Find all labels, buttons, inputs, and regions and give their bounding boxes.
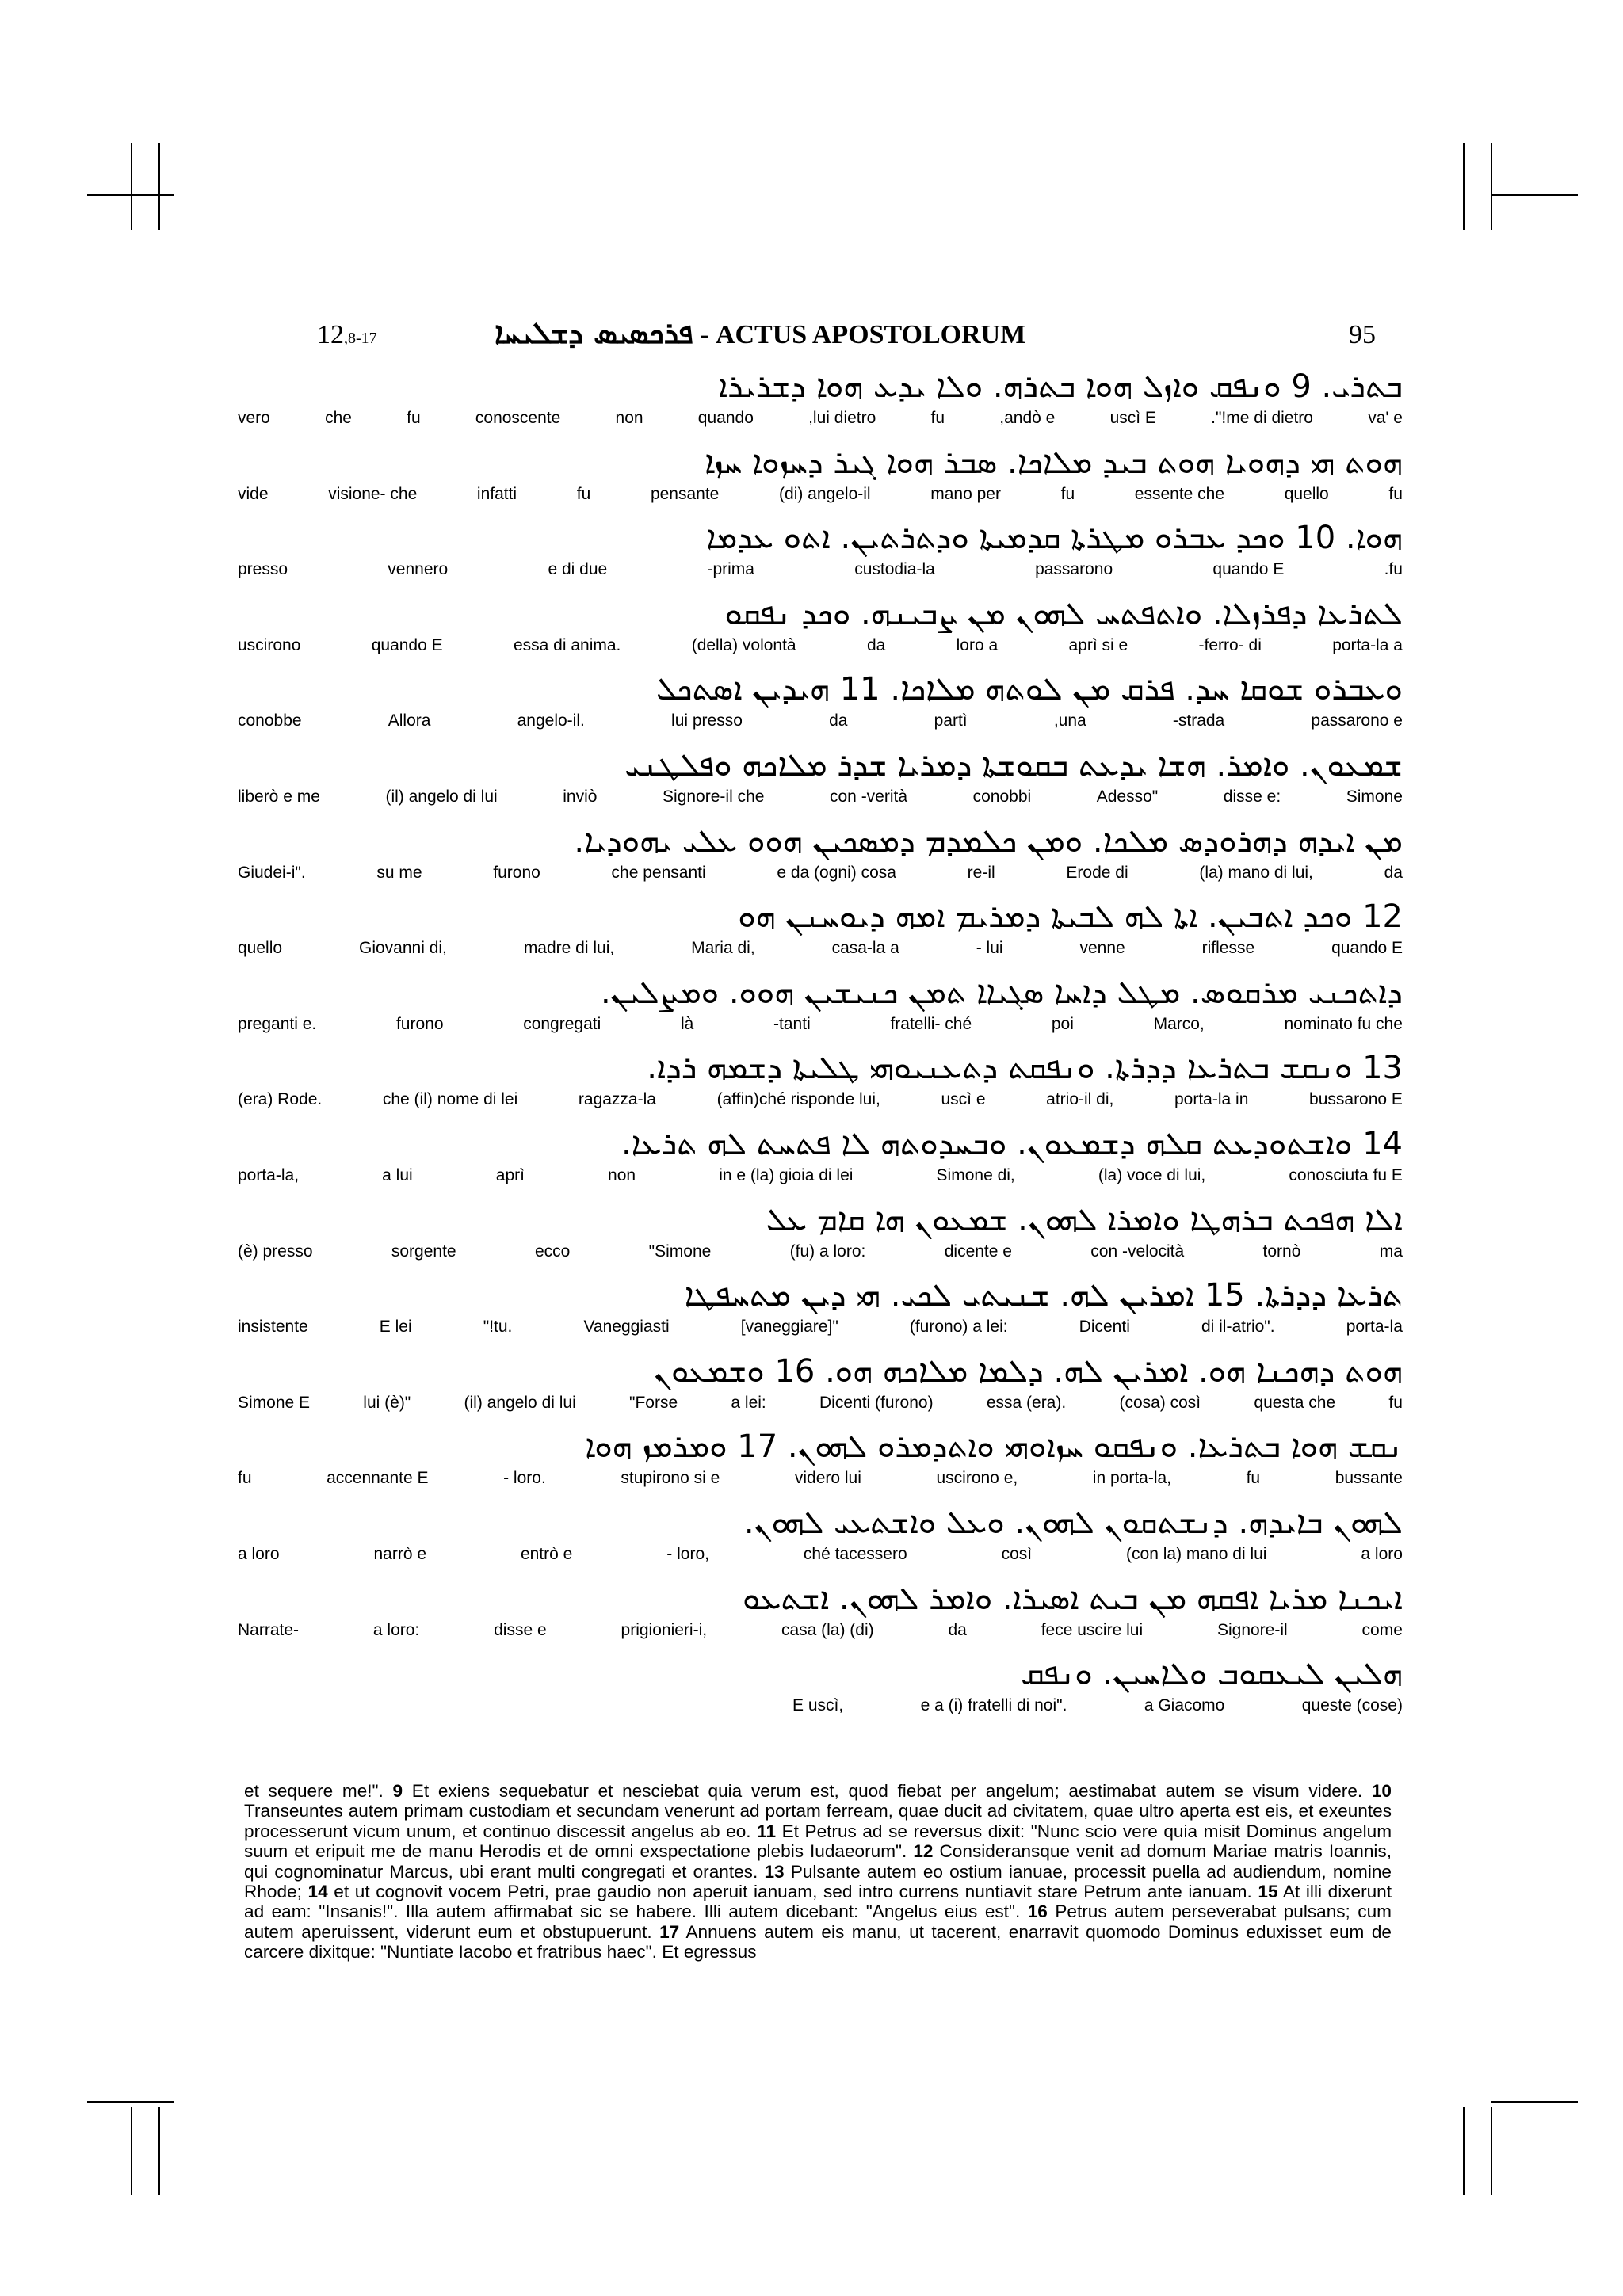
verse-number: 10 [1371,1781,1392,1801]
gloss-word: furono [493,863,540,882]
interlinear-line [238,1501,1403,1577]
gloss-word: Simone [1346,787,1403,806]
gloss-word: E lei [379,1318,412,1337]
gloss-word: che (il) nome di lei [382,1090,518,1109]
verse-range: ,8-17 [344,330,377,347]
gloss-word: passarono [1035,560,1113,579]
gloss-word: (fu) a loro: [789,1241,866,1261]
italian-gloss-row [792,1696,1403,1715]
gloss-word: congregati [523,1014,601,1033]
gloss-word: venne [1079,939,1125,958]
gloss-word: Signore-il che [663,787,765,806]
gloss-word: loro a [956,635,999,654]
gloss-word: custodia-la [854,560,935,579]
verse-number: 15 [1258,1882,1278,1902]
gloss-word: fu [1060,484,1075,503]
gloss-word: lui presso [671,711,743,730]
syriac-text: 12 ܘܟܕ ܐܬܒܝܢ. ܐܬܐ ܠܗ ܠܒܝܬܐ ܕܡܪܝܡ ܐܡܗ ܕܝܘܚܢܢ ܗܘ [738,898,1403,936]
italian-gloss-row [238,1090,1403,1109]
gloss-word: Simone di, [936,1165,1015,1184]
interlinear-line [238,592,1403,668]
gloss-word: ."!me di dietro [1211,409,1313,427]
crop-mark-bottom-right-v1 [1463,2107,1465,2195]
verse-number: 17 [659,1921,680,1942]
gloss-word: dicente e [944,1241,1012,1261]
gloss-word: Maria di, [691,939,755,958]
latin-run: et ut cognovit vocem Petri, prae gaudio non aperuit ianuam, sed intro currens nuntiavit stare Petrum ante ianuam. [327,1882,1258,1902]
crop-mark-top-right-h [1491,194,1578,196]
gloss-word: atrio-il di, [1046,1090,1114,1109]
gloss-word: - loro. [503,1469,546,1488]
gloss-word: .fu [1384,560,1403,579]
syriac-text: ܗܘܐ. 10 ܘܟܕ ܥܒܪܘ ܡܛܪܬܐ ܩܕܡܝܬܐ ܘܕܬܪܬܝܢ. ܐܬܘ ܥܕܡܐ [706,520,1403,557]
crop-mark-top-left-v1 [131,143,132,230]
gloss-word: -ferro- di [1198,635,1262,654]
gloss-word: quando E [1212,560,1285,579]
gloss-word: quello [1284,484,1329,503]
gloss-word: uscirono [238,635,301,654]
crop-mark-bottom-right-h [1491,2101,1578,2103]
gloss-word: ,una [1053,711,1086,730]
gloss-word: ,andò e [999,409,1056,427]
gloss-word: (è) presso [238,1241,313,1261]
crop-mark-bottom-right-v2 [1491,2107,1492,2195]
syriac-text: ܫܡܥܘܢ. ܘܐܡܪ. ܗܫܐ ܝܕܥܬ ܒܩܘܫܬܐ ܕܡܪܝܐ ܫܕܪ ܡܠܐܟܗ ܘܦܠܛܢܝ [624,746,1403,784]
gloss-word: - lui [976,939,1003,958]
gloss-word: preganti e. [238,1014,317,1033]
running-title-syriac: ܦܪܟܣܝܣ ܕܫܠܝܚܐ [495,315,693,350]
latin-run: Petrus autem perseverabat pulsans; cum autem aperuissent, viderunt eum et obstupuerunt. [244,1901,1392,1942]
gloss-word: Giudei-i". [238,863,306,882]
gloss-word: vide [238,484,269,503]
latin-run: Transeuntes autem primam custodiam et secundam venerunt ad portam ferream, quae ducit ad civitatem, quae ultro aperta est eis, et exeuntes processerunt vicum unum, et continuo discessit angelus ab eo. [244,1801,1392,1841]
verse-number: 9 [392,1781,403,1801]
gloss-word: ma [1379,1241,1403,1261]
interlinear-line [238,971,1403,1047]
gloss-word: -prima [707,560,754,579]
chapter-number: 12 [317,320,344,349]
crop-mark-top-right-v1 [1463,143,1465,230]
italian-gloss-row [238,409,1403,428]
interlinear-line [238,743,1403,819]
latin-run: At illi dixerunt ad eam: "Insanis!". Illa autem affirmabat sic se habere. Illi autem dicebant: "Angelus eius est". [244,1882,1392,1922]
italian-gloss-row [238,560,1403,579]
gloss-word: uscì E [1109,409,1156,427]
gloss-word: con -velocità [1090,1241,1185,1261]
gloss-word: visione- che [328,484,418,503]
gloss-word: mano per [930,484,1001,503]
gloss-word: (affin)ché risponde lui, [716,1090,880,1109]
interlinear-line [238,894,1403,971]
gloss-word: (con la) mano di lui [1126,1544,1267,1563]
gloss-word: stupirono si e [621,1469,720,1488]
latin-run: Consideransque venit ad domum Mariae matris Ioannis, qui cognominatur Marcus, ubi erant multi congregati et orantes. [244,1841,1392,1882]
crop-mark-bottom-left-v2 [158,2107,160,2195]
gloss-word: vennero [388,560,449,579]
gloss-word: (il) angelo di lui [385,787,498,806]
gloss-word: porta-la [1346,1318,1403,1337]
syriac-text: ܘܥܒܪܘ ܫܘܩܐ ܚܕ. ܦܪܩ ܡܢ ܠܘܬܗ ܡܠܐܟܐ. 11 ܗܝܕܝܢ ܐܣܬܟܠ [655,671,1403,708]
gloss-word: a lui [382,1165,413,1184]
verse-number: 14 [307,1882,328,1902]
gloss-word: sorgente [391,1241,456,1261]
gloss-word: fu [1388,484,1403,503]
gloss-word: fu [930,409,945,427]
interlinear-line [238,516,1403,592]
interlinear-line [238,1273,1403,1349]
gloss-word: presso [238,560,288,579]
gloss-word: madre di lui, [523,939,615,958]
syriac-text: ܕܐܬܟܢܝ ܡܪܩܘܣ. ܡܛܠ ܕܐܚܐ ܣܓܝܐܐ ܬܡܢ ܟܢܝܫܝܢ ܗܘܘ. ܘܡܨܠܝܢ. [600,974,1403,1011]
gloss-word: Signore-il [1216,1620,1288,1639]
crop-mark-bottom-left-v1 [131,2107,132,2195]
gloss-word: con -verità [830,787,908,806]
verse-number: 16 [1027,1901,1048,1922]
gloss-word: da [948,1620,967,1639]
syriac-text: ܐܝܟܢܐ ܡܪܝܐ ܐܦܩܗ ܡܢ ܒܝܬ ܐܣܝܪܐ. ܘܐܡܪ ܠܗܘܢ. ܐܫܬܥܘ [743,1580,1403,1617]
gloss-word: essente che [1134,484,1225,503]
gloss-word: queste (cose) [1301,1696,1403,1715]
gloss-word: Allora [388,711,431,730]
gloss-word: conosciuta fu E [1289,1165,1403,1184]
interlinear-line [238,1046,1403,1122]
gloss-word: in e (la) gioia di lei [719,1165,854,1184]
gloss-word: passarono e [1311,711,1403,730]
interlinear-line [238,441,1403,517]
italian-gloss-row [238,1166,1403,1185]
gloss-word: conobbi [972,787,1032,806]
gloss-word: E uscì, [792,1696,844,1715]
syriac-text: 13 ܘܢܩܫ ܒܬܪܥܐ ܕܕܪܬܐ. ܘܢܦܩܬ ܕܬܥܢܝܘܗܝ ܛܠܝܬܐ ܕܫܡܗ ܪܕܐ. [647,1050,1403,1087]
gloss-word: prigionieri-i, [621,1620,708,1639]
running-title-latin: - ACTUS APOSTOLORUM [700,320,1026,349]
gloss-word: Narrate- [238,1620,300,1639]
gloss-word: ,lui dietro [808,409,876,427]
crop-mark-top-right-v2 [1491,143,1492,230]
verse-number: 11 [757,1821,777,1841]
italian-gloss-row [238,485,1403,504]
gloss-word: aprì [495,1165,525,1184]
gloss-word: casa-la a [831,939,899,958]
gloss-word: porta-la, [238,1165,300,1184]
syriac-text: ܒܬܪܝ. 9 ܘܢܦܩ ܘܐܙܠ ܗܘܐ ܒܬܪܗ. ܘܠܐ ܝܕܥ ܗܘܐ ܕܫܪܝܪܐ [718,368,1403,405]
gloss-word: liberò e me [238,787,320,806]
gloss-word: "!tu. [483,1318,513,1337]
interlinear-line [238,1122,1403,1198]
gloss-word: su me [376,863,422,882]
gloss-word: questa che [1254,1393,1336,1412]
latin-run: et sequere me!". [244,1781,393,1801]
gloss-word: e da (ogni) cosa [777,863,896,882]
syriac-text: ܗܠܝܢ ܠܝܥܩܘܒ ܘܠܐܚܝܢ. ܘܢܦܩ [1020,1656,1403,1693]
gloss-word: casa (la) (di) [781,1620,874,1639]
gloss-word: uscì e [941,1090,986,1109]
gloss-word: "Forse [629,1393,678,1412]
latin-run: Pulsante autem eo ostium ianuae, processit puella ad audiendum, nomine Rhode; [244,1861,1392,1902]
gloss-word: ché tacessero [803,1544,907,1563]
italian-gloss-row [238,636,1403,655]
italian-gloss-row [238,1015,1403,1034]
gloss-word: in porta-la, [1092,1469,1172,1488]
gloss-word: - loro, [666,1544,709,1563]
syriac-text: ܗܘܬ ܗܝ ܕܗܘܝܐ ܗܘܬ ܒܝܕ ܡܠܐܟܐ. ܣܒܪ ܗܘܐ ܓܝܪ ܕܚܙܘܐ ܚܙܐ [705,444,1403,481]
gloss-word: pensante [650,484,720,503]
italian-gloss-row [238,1394,1403,1413]
gloss-word: entrò e [520,1544,573,1563]
gloss-word: che [325,409,352,427]
syriac-text: ܡܢ ܐܝܕܗ ܕܗܪܘܕܣ ܡܠܟܐ. ܘܡܢ ܟܠܡܕܡ ܕܡܣܟܝܢ ܗܘܘ ܥܠܝ ܝܗܘܕܝܐ. [574,822,1403,860]
page-number: 95 [1349,320,1376,349]
gloss-word: Adesso" [1096,787,1159,806]
gloss-word: ragazza-la [578,1090,656,1109]
gloss-word: (la) mano di lui, [1199,863,1313,882]
gloss-word: fu [576,484,591,503]
italian-gloss-row [238,711,1403,730]
gloss-word: (era) Rode. [238,1090,323,1109]
gloss-word: riflesse [1201,939,1255,958]
gloss-word: insistente [238,1318,308,1337]
gloss-word: di il-atrio". [1201,1318,1275,1337]
latin-run: Et exiens sequebatur et nesciebat quia verum est, quod fiebat per angelum; aestimabat autem se visum videre. [403,1781,1372,1801]
syriac-text: ܠܗܘܢ ܒܐܝܕܗ. ܕܢܫܬܩܘܢ ܠܗܘܢ. ܘܥܠ ܘܐܫܬܥܝ ܠܗܘܢ. [743,1504,1403,1541]
interlinear-line [238,1652,1403,1728]
crop-mark-bottom-left-h [87,2101,174,2103]
gloss-word: disse e: [1223,787,1281,806]
interlinear-text [238,364,1403,1728]
interlinear-line [238,364,1403,441]
gloss-word: quello [238,939,283,958]
syriac-text: ܠܬܪܥܐ ܕܦܪܙܠܐ. ܘܐܬܦܬܚ ܠܗܘܢ ܡܢ ܨܒܝܢܗ. ܘܟܕ ܢܦܩܘ [724,595,1403,632]
italian-gloss-row [238,864,1403,883]
gloss-word: narrò e [373,1544,427,1563]
gloss-word: da [829,711,848,730]
gloss-word: angelo-il. [517,711,585,730]
gloss-word: così [1001,1544,1033,1563]
gloss-word: poi [1051,1014,1074,1033]
gloss-word: là [680,1014,694,1033]
italian-gloss-row [238,1469,1403,1488]
gloss-word: (la) voce di lui, [1098,1165,1206,1184]
gloss-word: (cosa) così [1119,1393,1201,1412]
gloss-word: fu [238,1469,252,1488]
interlinear-line [238,819,1403,895]
latin-run: Et Petrus ad se reversus dixit: "Nunc scio vere quia misit Dominus angelum suum et eripuit me de manu Herodis et de omni exspectatione plebis Iudaeorum". [244,1821,1392,1862]
gloss-word: fu [1246,1469,1261,1488]
gloss-word: Dicenti [1079,1318,1130,1337]
gloss-word: conoscente [475,409,561,427]
latin-vulgate-text [244,1781,1392,1962]
gloss-word: a lei: [731,1393,766,1412]
gloss-word: furono [395,1014,444,1033]
gloss-word: tornò [1262,1241,1301,1261]
syriac-text: 14 ܘܐܫܬܘܕܥܬ ܩܠܗ ܕܫܡܥܘܢ. ܘܒܚܕܘܬܗ ܠܐ ܦܬܚܬ ܠܗ ܬܪܥܐ. [621,1125,1403,1162]
gloss-word: quando [697,409,754,427]
gloss-word: non [608,1165,636,1184]
crop-mark-top-left-v2 [158,143,160,230]
gloss-word: a loro [1361,1544,1403,1563]
gloss-word: (furono) a lei: [909,1318,1008,1337]
gloss-word: disse e [494,1620,547,1639]
interlinear-line [238,1577,1403,1653]
gloss-word: quando E [371,635,443,654]
gloss-word: partì [934,711,968,730]
gloss-word: non [615,409,643,427]
gloss-word: -tanti [773,1014,811,1033]
gloss-word: fratelli- ché [890,1014,972,1033]
italian-gloss-row [238,939,1403,958]
gloss-word: Erode di [1066,863,1128,882]
page-header [311,315,1387,363]
gloss-word: Giovanni di, [358,939,447,958]
gloss-word: videro lui [794,1469,861,1488]
chapter-reference [317,320,377,350]
gloss-word: e di due [548,560,608,579]
italian-gloss-row [238,1621,1403,1640]
latin-run: Annuens autem eis manu, ut tacerent, enarravit quomodo Dominus eduxisset eum de carcere dixitque: "Nuntiate Iacobo et fratribus haec". Et egressus [244,1921,1392,1962]
gloss-word: Dicenti (furono) [819,1393,934,1412]
gloss-word: nominato fu che [1284,1014,1403,1033]
gloss-word: bussarono E [1309,1090,1403,1109]
gloss-word: lui (è)" [363,1393,411,1412]
gloss-word: uscirono e, [936,1469,1018,1488]
interlinear-line [238,1425,1403,1501]
gloss-word: re-il [967,863,995,882]
running-title [495,315,1208,351]
gloss-word: Marco, [1153,1014,1205,1033]
gloss-word: (della) volontà [691,635,796,654]
gloss-word: fece uscire lui [1041,1620,1144,1639]
italian-gloss-row [238,1242,1403,1261]
italian-gloss-row [238,788,1403,807]
italian-gloss-row [238,1318,1403,1337]
gloss-word: bussante [1335,1469,1403,1488]
gloss-word: [vaneggiare]" [740,1318,838,1337]
gloss-word: porta-la in [1174,1090,1249,1109]
gloss-word: che pensanti [611,863,706,882]
gloss-word: va' e [1368,409,1403,427]
gloss-word: ecco [534,1241,571,1261]
gloss-word: a loro [238,1544,280,1563]
interlinear-line [238,1198,1403,1274]
gloss-word: vero [238,409,270,427]
gloss-word: come [1361,1620,1403,1639]
gloss-word: (di) angelo-il [779,484,871,503]
gloss-word: Vaneggiasti [583,1318,670,1337]
gloss-word: essa di anima. [513,635,621,654]
syriac-text: ܢܩܫ ܗܘܐ ܒܬܪܥܐ. ܘܢܦܩܘ ܚܙܐܘܗܝ ܘܐܬܕܡܪܘ ܠܗܘܢ. 17 ܘܡܪܡܙ ܗܘܐ [585,1428,1403,1466]
gloss-word: "Simone [648,1241,712,1261]
syriac-text: ܗܘܬ ܕܗܟܢܐ ܗܘ. ܐܡܪܝܢ ܠܗ. ܕܠܡܐ ܡܠܐܟܗ ܗܘ. 16 ܘܫܡܥܘܢ [654,1352,1403,1390]
gloss-word: a Giacomo [1144,1696,1225,1715]
gloss-word: Simone E [238,1393,311,1412]
gloss-word: fu [407,409,421,427]
gloss-word: e a (i) fratelli di noi". [920,1696,1067,1715]
gloss-word: a loro: [372,1620,420,1639]
verse-number: 12 [913,1841,934,1862]
gloss-word: aprì si e [1068,635,1128,654]
gloss-word: da [866,635,886,654]
gloss-word: conobbe [238,711,302,730]
interlinear-line [238,1349,1403,1425]
interlinear-line [238,667,1403,743]
crop-mark-top-left-h [87,194,174,196]
verse-number: 13 [764,1861,785,1882]
gloss-word: fu [1388,1393,1403,1412]
italian-gloss-row [238,1545,1403,1564]
syriac-text: ܬܪܥܐ ܕܕܪܬܐ. 15 ܐܡܪܝܢ ܠܗ. ܫܢܝܬܝ ܠܟܝ. ܗܝ ܕܝܢ ܡܬܚܦܛܐ [684,1277,1403,1314]
gloss-word: (il) angelo di lui [464,1393,576,1412]
gloss-word: -strada [1172,711,1225,730]
gloss-word: quando E [1331,939,1403,958]
gloss-word: essa (era). [986,1393,1067,1412]
syriac-text: ܐܠܐ ܗܦܟܬ ܒܪܗܛܐ ܘܐܡܪܐ ܠܗܘܢ. ܫܡܥܘܢ ܗܐ ܩܐܡ ܥܠ [766,1201,1403,1238]
gloss-word: porta-la a [1332,635,1403,654]
gloss-word: inviò [563,787,598,806]
gloss-word: infatti [476,484,517,503]
gloss-word: da [1384,863,1403,882]
gloss-word: accennante E [327,1469,429,1488]
